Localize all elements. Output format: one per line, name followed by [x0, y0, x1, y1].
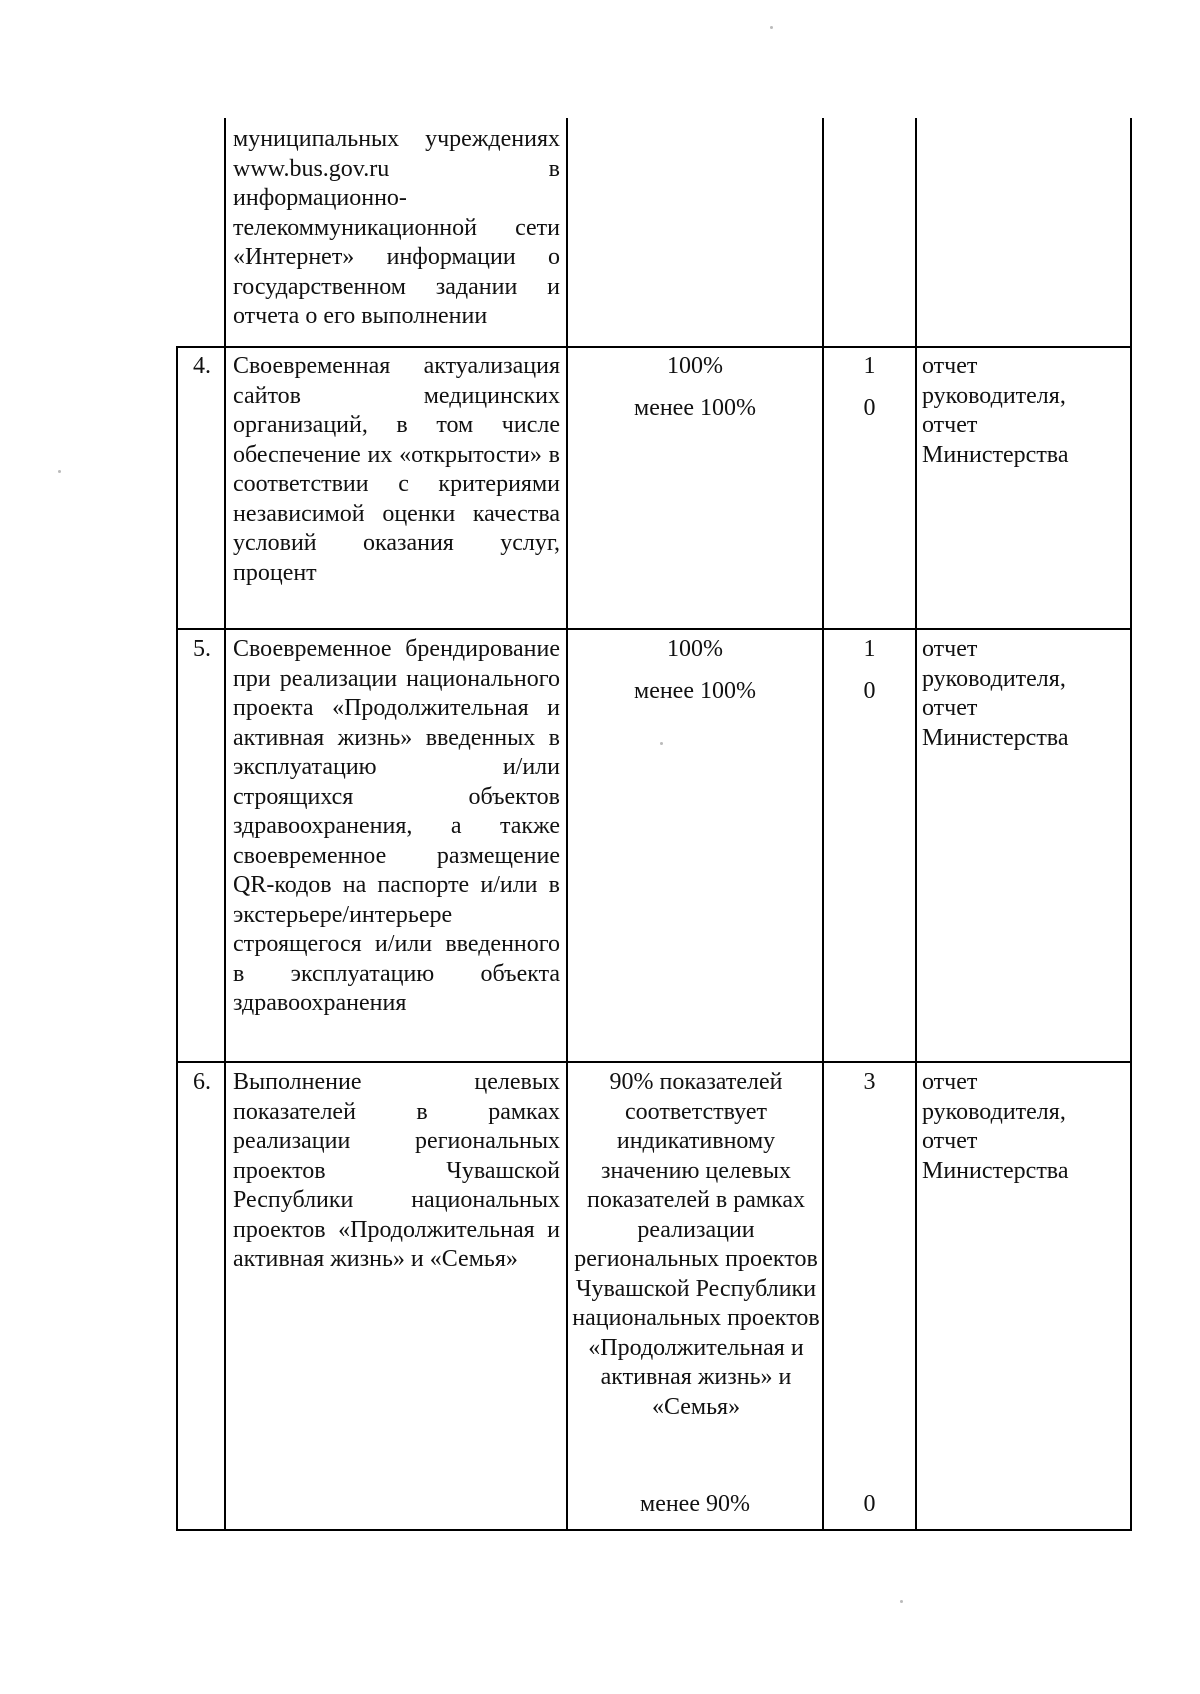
table-bottom-border [176, 1529, 1132, 1531]
table-right-border [1130, 118, 1132, 1530]
continuation-description: муниципальных учреждениях www.bus.gov.ru в информационно-телекоммуникационной сети «Интернет» информации о государственном задании и отчета о его выполнении [233, 126, 560, 329]
row-6-number: 6. [193, 1069, 211, 1095]
row-5-criteria [570, 635, 820, 706]
row-4-score: 0 [863, 394, 876, 421]
scan-speck [58, 470, 61, 473]
scan-speck [770, 26, 773, 29]
row-6-criterion-alt: менее 90% [640, 1491, 750, 1517]
row-4-criterion-value: 100% [667, 353, 723, 379]
scan-speck [660, 742, 663, 745]
row-4-scores [826, 352, 913, 423]
row-5-scores [826, 635, 913, 706]
row-divider [176, 346, 1132, 348]
row-4-criteria [570, 352, 820, 423]
row-4-description: Своевременная актуализация сайтов медицинских организаций, в том числе обеспечение их «открытости» в соответствии с критериями независимой оценки качества условий оказания услуг, процент [233, 353, 560, 586]
row-5-criterion-value: 100% [667, 636, 723, 662]
row-5-score: 0 [863, 677, 876, 704]
row-6-source: отчет руководителя, отчет Министерства [922, 1069, 1069, 1184]
row-5-score: 1 [863, 636, 876, 662]
row-4-criterion-value: менее 100% [634, 394, 756, 421]
row-6-description: Выполнение целевых показателей в рамках реализации региональных проектов Чувашской Республики национальных проектов «Продолжительная и активная жизнь» и «Семья» [233, 1069, 560, 1272]
column-divider [566, 118, 568, 1530]
row-6-score-alt: 0 [863, 1491, 876, 1517]
scan-speck [900, 1600, 903, 1603]
table-left-border [176, 347, 178, 1530]
row-4-number: 4. [193, 353, 211, 379]
column-divider [915, 118, 917, 1530]
row-6-criterion-main: 90% показателей соответствует индикативному значению целевых показателей в рамках реализации региональных проектов Чувашской Республики национальных проектов «Продолжительная и активная жизнь» и «Семья» [572, 1069, 820, 1420]
row-5-description: Своевременное брендирование при реализации национального проекта «Продолжительная и активная жизнь» введенных в эксплуатацию и/или строящихся объектов здравоохранения, а также своевременное размещение QR-кодов на паспорте и/или в экстерьере/интерьере строящегося и/или введенного в эксплуатацию объекта здравоохранения [233, 636, 560, 1016]
row-divider [176, 1061, 1132, 1063]
row-5-number: 5. [193, 636, 211, 662]
row-4-score: 1 [863, 353, 876, 379]
row-4-source: отчет руководителя, отчет Министерства [922, 353, 1069, 468]
row-5-criterion-value: менее 100% [634, 677, 756, 704]
column-divider [822, 118, 824, 1530]
column-divider [224, 118, 226, 1530]
row-5-source: отчет руководителя, отчет Министерства [922, 636, 1069, 751]
row-divider [176, 628, 1132, 630]
row-6-score-main: 3 [863, 1069, 876, 1095]
